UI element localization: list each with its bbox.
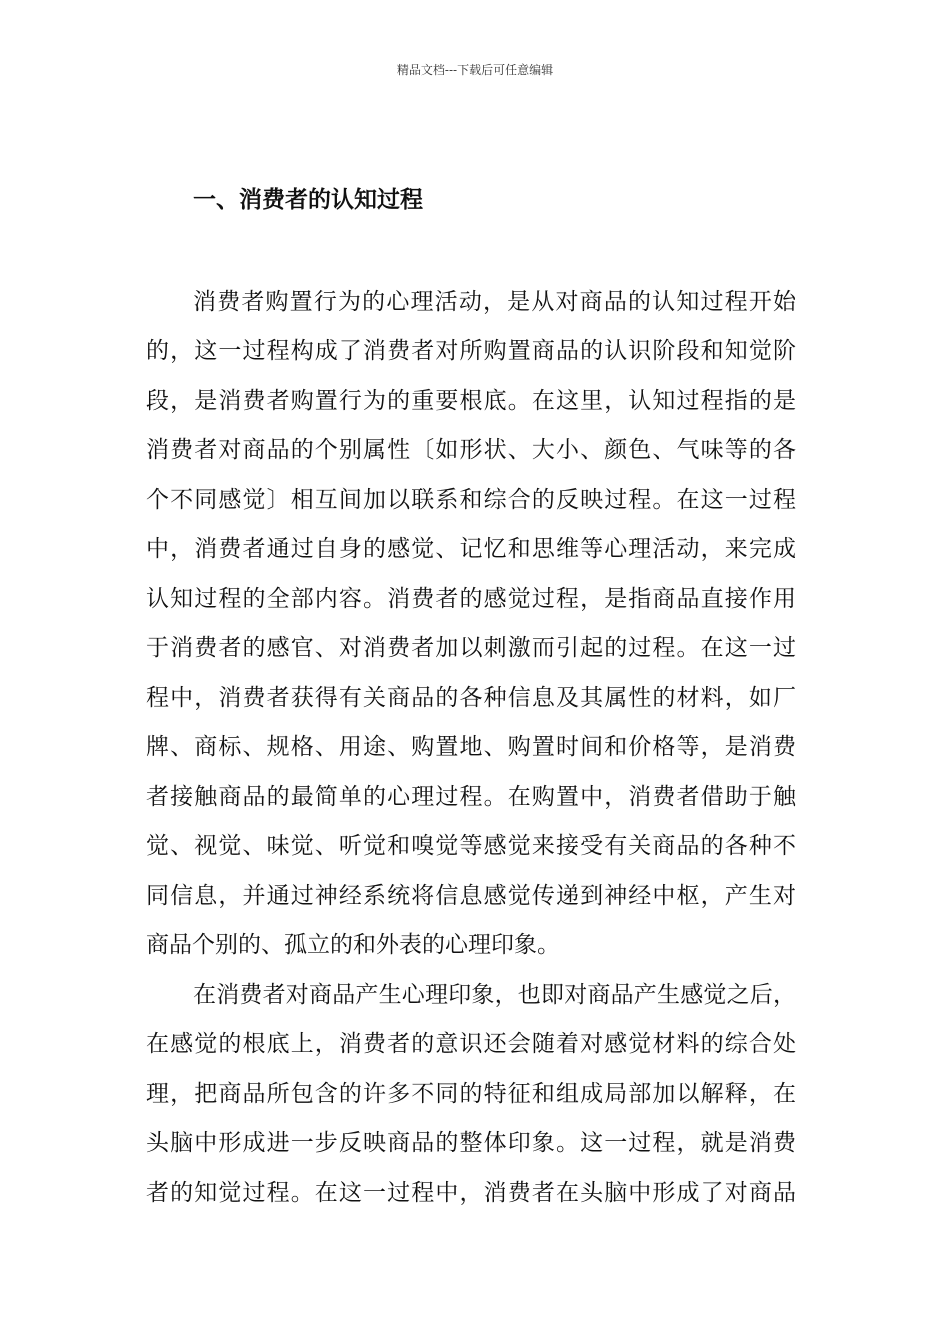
paragraph-line: 理，把商品所包含的许多不同的特征和组成局部加以解释，在 bbox=[146, 1081, 796, 1107]
paragraph-line: 牌、商标、规格、用途、购置地、购置时间和价格等，是消费 bbox=[146, 734, 796, 760]
paragraph-line: 者的知觉过程。在这一过程中，消费者在头脑中形成了对商品 bbox=[146, 1180, 796, 1206]
paragraph-line: 于消费者的感官、对消费者加以刺激而引起的过程。在这一过 bbox=[146, 635, 796, 661]
paragraph-line: 在消费者对商品产生心理印象，也即对商品产生感觉之后， bbox=[193, 982, 796, 1008]
paragraph-line: 的，这一过程构成了消费者对所购置商品的认识阶段和知觉阶 bbox=[146, 338, 796, 364]
page-header: 精品文档---下载后可任意编辑 bbox=[396, 63, 554, 77]
paragraph-line: 商品个别的、孤立的和外表的心理印象。 bbox=[146, 932, 560, 958]
paragraph-line: 中，消费者通过自身的感觉、记忆和思维等心理活动，来完成 bbox=[146, 536, 796, 562]
paragraph-line: 个不同感觉〕相互间加以联系和综合的反映过程。在这一过程 bbox=[146, 487, 796, 513]
paragraph-line: 消费者购置行为的心理活动，是从对商品的认知过程开始 bbox=[193, 289, 796, 315]
paragraph-line: 认知过程的全部内容。消费者的感觉过程，是指商品直接作用 bbox=[146, 586, 796, 612]
paragraph-line: 者接触商品的最简单的心理过程。在购置中，消费者借助于触 bbox=[146, 784, 796, 810]
paragraph-line: 觉、视觉、味觉、听觉和嗅觉等感觉来接受有关商品的各种不 bbox=[146, 833, 796, 859]
paragraph-line: 在感觉的根底上，消费者的意识还会随着对感觉材料的综合处 bbox=[146, 1031, 796, 1057]
section-heading: 一、消费者的认知过程 bbox=[193, 186, 423, 213]
paragraph-line: 段，是消费者购置行为的重要根底。在这里，认知过程指的是 bbox=[146, 388, 796, 414]
paragraph-line: 头脑中形成进一步反映商品的整体印象。这一过程，就是消费 bbox=[146, 1130, 796, 1156]
paragraph-line: 同信息，并通过神经系统将信息感觉传递到神经中枢，产生对 bbox=[146, 883, 796, 909]
paragraph-line: 消费者对商品的个别属性〔如形状、大小、颜色、气味等的各 bbox=[146, 437, 796, 463]
paragraph-line: 程中，消费者获得有关商品的各种信息及其属性的材料，如厂 bbox=[146, 685, 796, 711]
